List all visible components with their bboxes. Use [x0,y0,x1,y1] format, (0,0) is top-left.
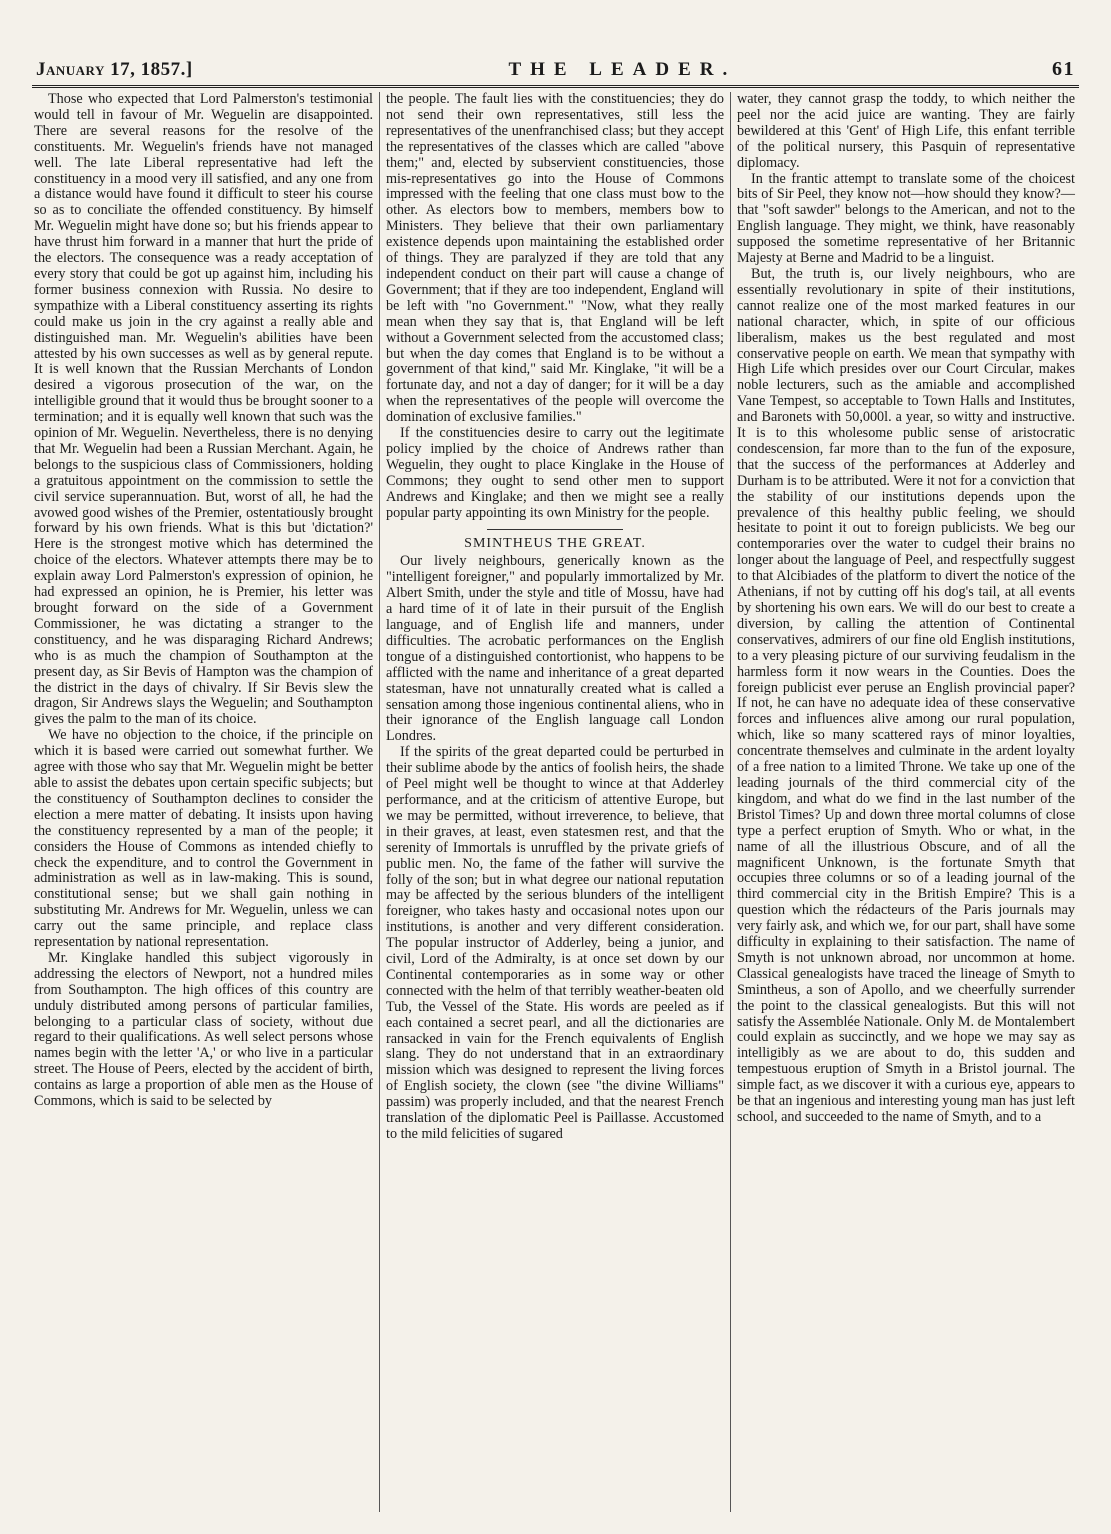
column-1 [28,92,379,1512]
newspaper-title: THE LEADER. [508,59,737,80]
paragraph: If the constituencies desire to carry out the legitimate policy implied by the choice of Andrews rather than Weguelin, they ought to place Kinglake in the House of Commons; they ought to send other men to support Andrews and Kinglake; and then we might see a really popular party appointing its own Ministry for the people. [386,425,724,521]
paragraph: But, the truth is, our lively neighbours, who are essentially revolutionary in spite of their institutions, cannot realize one of the most marked features in our national character, which, in spite of our officious liberalism, makes us the best regulated and most conservative people on earth. We mean that sympathy with High Life which presides over our Court Circular, makes noble lecturers, such as the amiable and accomplished Vane Tempest, so acceptable to Town Halls and Institutes, and Baronets with 50,000l. a year, so witty and instructive. It is to this wholesome public sense of aristocratic condescension, far more than to the fun of the exposure, that the success of the performances at Adderley and Durham is to be attributed. Were it not for a conviction that the stability of our institutions depends upon the prevalence of this healthy public feeling, we should hesitate to point it out to foreign publicists. We beg our contemporaries over the water to cudgel their brains no longer about the language of Peel, and respectfully suggest to that Alcibiades of the platform to divert the notice of the Athenians, if not by cutting off his dog's tail, at all events by shortening his own ears. We will do our best to create a diversion, by calling the attention of Continental conservatives, admirers of our fine old English institutions, to a very pleasing picture of our surviving feudalism in the harmless form it now wears in the Counties. Does the foreign publicist ever peruse an English provincial paper? If not, he can have no adequate idea of these conservative forces and influences alive among our rural population, which, like so many scattered rays of minor loyalties, concentrate themselves and culminate in the ardent loyalty of a free nation to a limited Throne. We take up one of the leading journals of the third commercial city of the kingdom, and what do we find in the last number of the Bristol Times? Up and down three mortal columns of close type a perfect eruption of Smyth. Who or what, in the name of all the illustrious Obscure, and of all the magnificent Unknown, is the fortunate Smyth that occupies three columns or so of a leading journal of the third commercial city in the British Empire? This is a question which the rédacteurs of the Paris journals may very fairly ask, and which we, for our part, shall have some difficulty in explaining to their satisfaction. The name of Smyth is not unknown abroad, nor uncommon at home. Classical genealogists have traced the lineage of Smyth to Smintheus, a son of Apollo, and we cheerfully surrender the point to the classical genealogists. But this will not satisfy the Assemblée Nationale. Only M. de Montalembert could explain as succinctly, and we hope we may say as intelligibly as we are about to do, this sudden and tempestuous eruption of Smyth in a Bristol journal. The simple fact, as we discover it with a curious eye, appears to be that an ingenious and interesting young man has just left school, and succeeded to the name of Smyth, and to a [737,265,1075,1125]
issue-date: January 17, 1857.] [36,59,193,80]
section-divider [487,529,622,530]
paragraph: Mr. Kinglake handled this subject vigorously in addressing the electors of Newport, not a hundred miles from Southampton. The high offices of this country are unduly distributed among persons of particular families, belonging to a particular class of society, without due regard to their qualifications. As well select persons whose names begin with the letter 'A,' or who live in a particular street. The House of Peers, elected by the accident of birth, contains as large a proportion of able men as the House of Commons, which is said to be selected by [34,949,373,1110]
column-2 [379,92,730,1512]
paragraph: the people. The fault lies with the constituencies; they do not send their own representatives, still less the representatives of the unenfranchised class; but they accept the representatives of the classes which are called "above them;" and, elected by subservient constituencies, those mis-representatives go into the House of Commons impressed with the feeling that one class must bow to the other. As electors bow to members, members bow to Ministers. They believe that their own parliamentary existence depends upon maintaining the established order of things. They are paralyzed if they are told that any independent conduct on their part will cause a change of Government; that if they are too independent, England will be left with "no Government." "Now, what they really mean when they say that is, that England will be left without a Government selected from the accustomed class; but when the day comes that England is to be without a government of that kind," said Mr. Kinglake, "it will be a fortunate day, and not a day of danger; for it will be a day when the representatives of the people will overcome the domination of exclusive families." [386,92,724,426]
page-number: 61 [1051,58,1075,80]
section-title: SMINTHEUS THE GREAT. [464,536,646,552]
paragraph: Our lively neighbours, generically known as the "intelligent foreigner," and popularly immortalized by Mr. Albert Smith, under the style and title of Mossu, have had a hard time of it of late in their pursuit of the English language, and of English life and manners, under difficulties. The acrobatic performances on the English tongue of a distinguished contortionist, who happens to be afflicted with the name and inheritance of a great departed statesman, have not unnaturally created what is called a sensation among those ingenious continental aliens, who in their ignorance of the English language call London Londres. [386,553,724,745]
paragraph: We have no objection to the choice, if the principle on which it is based were carried out somewhat further. We agree with those who say that Mr. Weguelin might be better able to assist the debates upon certain specific subjects; but the constituency of Southampton declines to consider the election a mere matter of debating. It insists upon having the constituency represented by a man of the people; it considers the House of Commons as intended chiefly to check the expenditure, and to control the Government in administration as well as in law-making. This is sound, constitutional sense; but we shall gain nothing in substituting Mr. Andrews for Mr. Weguelin, unless we can carry out the same principle, and replace class representation by national representation. [34,727,373,951]
paragraph: If the spirits of the great departed could be perturbed in their sublime abode by the antics of foolish heirs, the shade of Peel might well be thought to wince at that Adderley performance, and at the criticism of attentive Europe, but we may be permitted, without irreverence, to believe, that in their graves, at least, even statesmen rest, and that the serenity of Immortals is unruffled by the private griefs of public men. No, the fame of the father will survive the folly of the son; but in what degree our national reputation may be affected by the serious blunders of the intelligent foreigner, who takes hasty and occasional notes upon our institutions, is another and very different consideration. The popular instructor of Adderley, being a junior, and civil, Lord of the Admiralty, is at once set down by our Continental contemporaries as in some way or other connected with the helm of that terribly weather-beaten old Tub, the Vessel of the State. His words are peeled as if each contained a secret pearl, and all the dictionaries are ransacked in vain for the French equivalents of English slang. They do not understand that in an extraordinary mission which was designed to represent the living forces of English society, the clown (see "the divine Williams" passim) was properly included, and that the nearest French translation of the diplomatic Peel is Paillasse. Accustomed to the mild felicities of sugared [386,744,724,1142]
article-columns [28,92,1083,1512]
paragraph: Those who expected that Lord Palmerston's testimonial would tell in favour of Mr. Weguelin are disappointed. There are several reasons for the resolve of the constituents. Mr. Weguelin's friends have not managed well. The late Liberal representative had left the constituency in a mood very ill satisfied, and any one from a distance would have found it difficult to steer his course so as to conciliate the offended constituency. By himself Mr. Weguelin might have done so; but his friends appear to have thrust him forward in a manner that hurt the pride of the electors. The consequence was a ready acceptation of every story that could be got up against him, including his former business connexion with Russia. No desire to sympathize with a Liberal constituency asserting its rights could make us join in the cry against a really able and distinguished man. Mr. Weguelin's abilities have been attested by his own successes as well as by general repute. It is well known that the Russian Merchants of London desired a vigorous prosecution of the war, on the intelligible ground that it would thus be brought sooner to a termination; and it is equally well known that such was the opinion of Mr. Weguelin. Nevertheless, there is no denying that Mr. Weguelin had been a Russian Merchant. Again, he belongs to the suspicious class of Commissioners, holding a gratuitous appointment on the commission to settle the civil service superannuation. But, worst of all, he had the avowed good wishes of the Premier, ostentatiously brought forward by his own friends. What is this but 'dictation?' Here is the strongest motive which has determined the choice of the electors. Whatever attempts there may be to explain away Lord Palmerston's expression of opinion, he had expressed an opinion, he is Premier, his letter was brought forward on the side of a Government Commissioner, he was dictating a stranger to the constituency, and he was disparaging Richard Andrews; who is as much the champion of Southampton at the present day, as Sir Bevis of Hampton was the champion of the district in the days of chivalry. If Sir Bevis slew the dragon, Sir Andrews slays the Weguelin; and Southampton gives the palm to the man of its choice. [34,92,373,728]
column-3 [730,92,1081,1512]
paragraph: water, they cannot grasp the toddy, to which neither the peel nor the acid juice are wanting. They are fairly bewildered at this 'Gent' of High Life, this enfant terrible of the political nursery, this Pasquin of representative diplomacy. [737,92,1075,171]
paragraph: In the frantic attempt to translate some of the choicest bits of Sir Peel, they know not—how should they know?—that "soft sawder" belongs to the American, and not to the English language. They might, we think, have reasonably supposed the sometime representative of her Britannic Majesty at Berne and Madrid to be a linguist. [737,170,1075,267]
masthead [28,58,1083,85]
masthead-rule [32,85,1079,88]
